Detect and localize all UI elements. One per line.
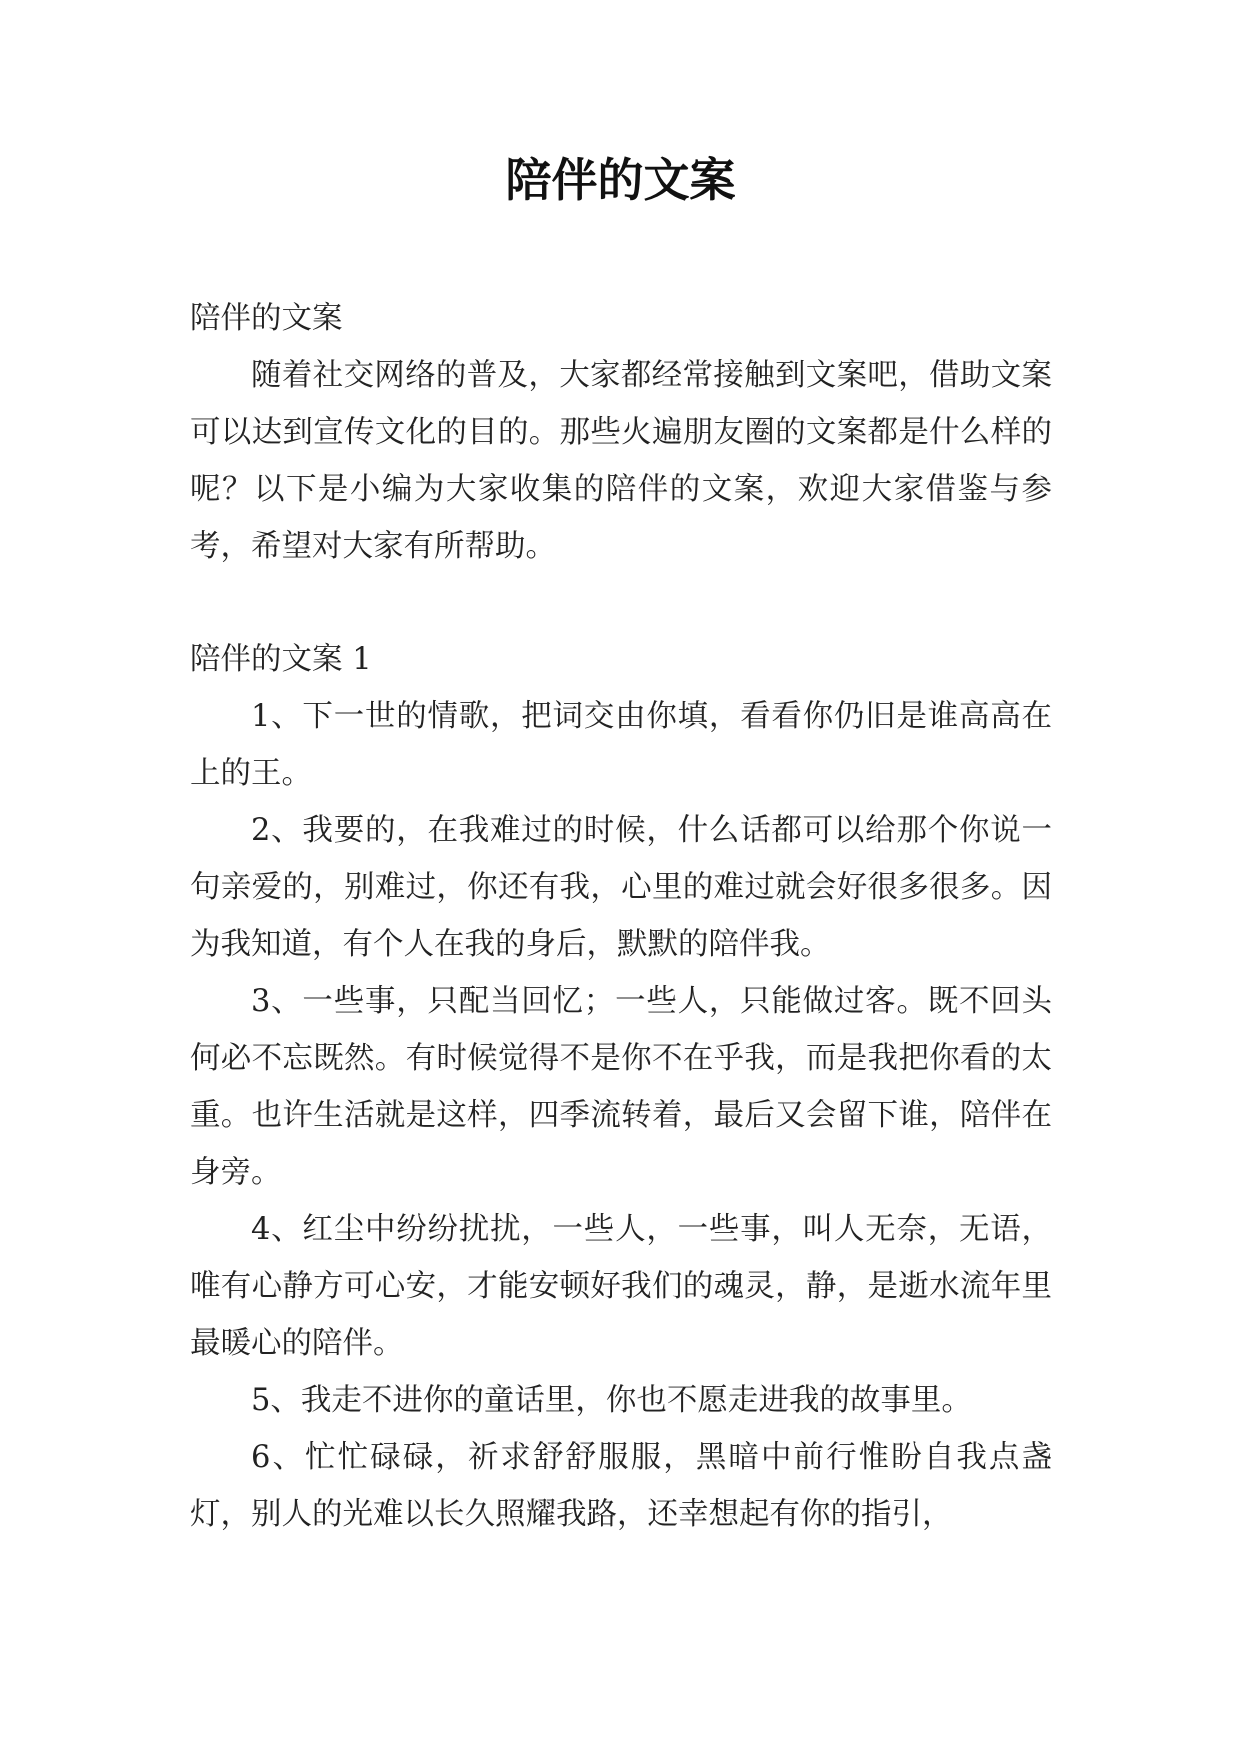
list-item: 1、下一世的情歌，把词交由你填，看看你仍旧是谁高高在上的王。: [190, 699, 1052, 791]
list-item: 4、红尘中纷纷扰扰，一些人，一些事，叫人无奈，无语，唯有心静方可心安，才能安顿好我们的魂灵，静，是逝水流年里最暖心的陪伴。: [190, 1212, 1052, 1361]
section-spacer: [190, 575, 1052, 631]
list-item: 3、一些事，只配当回忆；一些人，只能做过客。既不回头何必不忘既然。有时候觉得不是你不在乎我，而是我把你看的太重。也许生活就是这样，四季流转着，最后又会留下谁，陪伴在身旁。: [190, 984, 1052, 1190]
list-item: 6、忙忙碌碌，祈求舒舒服服，黑暗中前行惟盼自我点盏灯，别人的光难以长久照耀我路，还幸想起有你的指引，: [190, 1440, 1052, 1532]
section-heading: 陪伴的文案 1: [190, 642, 372, 677]
list-item: 5、我走不进你的童话里，你也不愿走进我的故事里。: [251, 1383, 972, 1418]
intro-heading: 陪伴的文案: [190, 301, 343, 336]
list-item: 2、我要的，在我难过的时候，什么话都可以给那个你说一句亲爱的，别难过，你还有我，心里的难过就会好很多很多。因为我知道，有个人在我的身后，默默的陪伴我。: [190, 813, 1052, 962]
intro-paragraph: 随着社交网络的普及，大家都经常接触到文案吧，借助文案可以达到宣传文化的目的。那些火遍朋友圈的文案都是什么样的呢？以下是小编为大家收集的陪伴的文案，欢迎大家借鉴与参考，希望对大家有所帮助。: [190, 358, 1052, 564]
document-body: [190, 290, 1052, 1543]
page-title: 陪伴的文案: [505, 153, 736, 207]
